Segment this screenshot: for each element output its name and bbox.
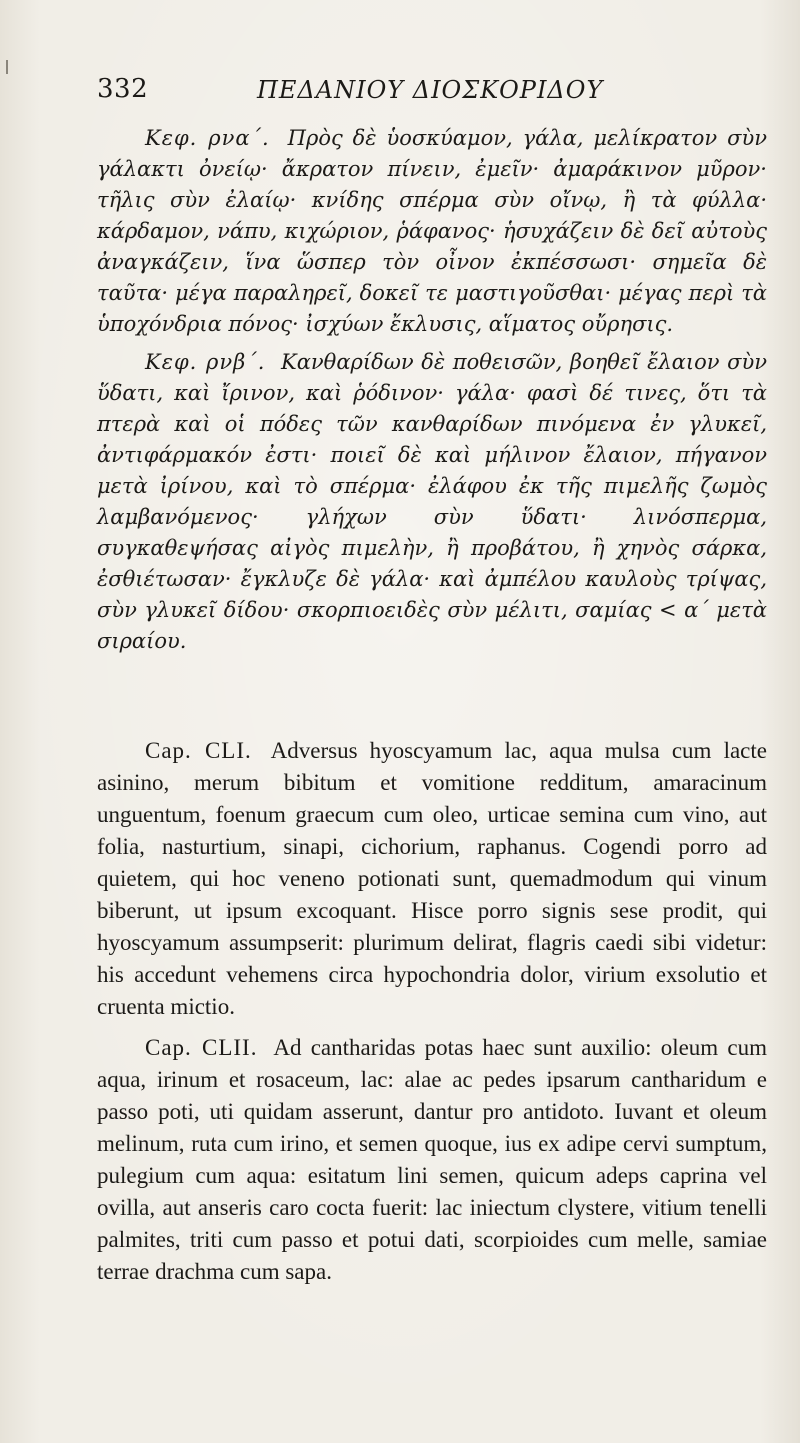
- page-number: 332: [97, 74, 149, 104]
- latin-chapter-152: [97, 1032, 767, 1288]
- running-title: ΠΕΔΑΝΙΟΥ ΔΙΟΣΚΟΡΙΔΟΥ: [257, 76, 604, 104]
- chapter-text: Κανθαρίδων δὲ ποθεισῶν, βοηθεῖ ἔλαιον σὺν ὕδατι, καὶ ἴρινον, καὶ ῥόδινον· γάλα· φασὶ δέ τινες, ὅτι τὰ πτερὰ καὶ οἱ πόδες τῶν κανθαρίδων πινόμενα ἐν γλυκεῖ, ἀντιφάρμακόν ἐστι· ποιεῖ δὲ καὶ μήλινον ἔλαιον, πήγανον μετὰ ἰρίνου, καὶ τὸ σπέρμα· ἐλάφου ἐκ τῆς πιμελῆς ζωμὸς λαμβανόμενος· γλήχων σὺν ὕδατι· λινόσπερμα, συγκαθεψήσας αἰγὸς πιμελὴν, ἢ προβάτου, ἢ χηνὸς σάρκα, ἐσθιέτωσαν· ἔγκλυζε δὲ γάλα· καὶ ἀμπέλου καυλοὺς τρίψας, σὺν γλυκεῖ δίδου· σκορπιοειδὲς σὺν μέλιτι, σαμίας < α΄ μετὰ σιραίου.: [97, 350, 767, 653]
- chapter-label: Cap. CLI.: [145, 738, 252, 763]
- latin-chapter-151: [97, 735, 767, 1023]
- chapter-text: Πρὸς δὲ ὑοσκύαμον, γάλα, μελίκρατον σὺν γάλακτι ὀνείῳ· ἄκρατον πίνειν, ἐμεῖν· ἀμαράκινον μῦρον· τῆλις σὺν ἐλαίῳ· κνίδης σπέρμα σὺν οἴνῳ, ἢ τὰ φύλλα· κάρδαμον, νάπυ, κιχώριον, ῥάφανος· ἡσυχάζειν δὲ δεῖ αὐτοὺς ἀναγκάζειν, ἵνα ὥσπερ τὸν οἶνον ἐκπέσσωσι· σημεῖα δὲ ταῦτα· μέγα παραληρεῖ, δοκεῖ τε μαστιγοῦσθαι· μέγας περὶ τὰ ὑποχόνδρια πόνος· ἰσχύων ἔκλυσις, αἵματος οὔρησις.: [97, 126, 767, 336]
- page-header: [97, 70, 767, 110]
- chapter-text: Adversus hyoscyamum lac, aqua mulsa cum lacte asinino, merum bibitum et vomitione redditum, amaracinum unguentum, foenum graecum cum oleo, urticae semina cum vino, aut folia, nasturtium, sinapi, cichorium, raphanus. Cogendi porro ad quietem, qui hoc veneno potionati sunt, quemadmodum qui vinum biberunt, ut ipsum excoquant. Hisce porro signis sese prodit, qui hyoscyamum assumpserit: plurimum delirat, flagris caedi sibi videtur: his accedunt vehemens circa hypochondria dolor, virium exsolutio et cruenta mictio.: [97, 738, 767, 1019]
- chapter-label: Κεφ. ρνα΄.: [145, 126, 270, 150]
- greek-chapter-151: [97, 123, 767, 340]
- chapter-text: Ad cantharidas potas haec sunt auxilio: oleum cum aqua, irinum et rosaceum, lac: alae ac pedes ipsarum cantharidum e passo poti, uti quidam asserunt, dantur pro antidoto. Iuvant et oleum melinum, ruta cum irino, et semen quoque, ius ex adipe cervi sumptum, pulegium cum aqua: esitatum lini semen, quicum adeps caprina vel ovilla, aut anseris caro cocta fuerit: lac iniectum clystere, vitium tenelli palmites, triti cum passo et potui dati, scorpioides cum melle, samiae terrae drachma cum sapa.: [97, 1035, 767, 1284]
- greek-chapter-152: [97, 347, 767, 657]
- latin-text-block: [97, 735, 767, 1297]
- greek-text-block: [97, 123, 767, 664]
- chapter-label: Κεφ. ρνβ΄.: [145, 350, 266, 374]
- page-edge-mark: [6, 60, 8, 74]
- chapter-label: Cap. CLII.: [145, 1035, 258, 1060]
